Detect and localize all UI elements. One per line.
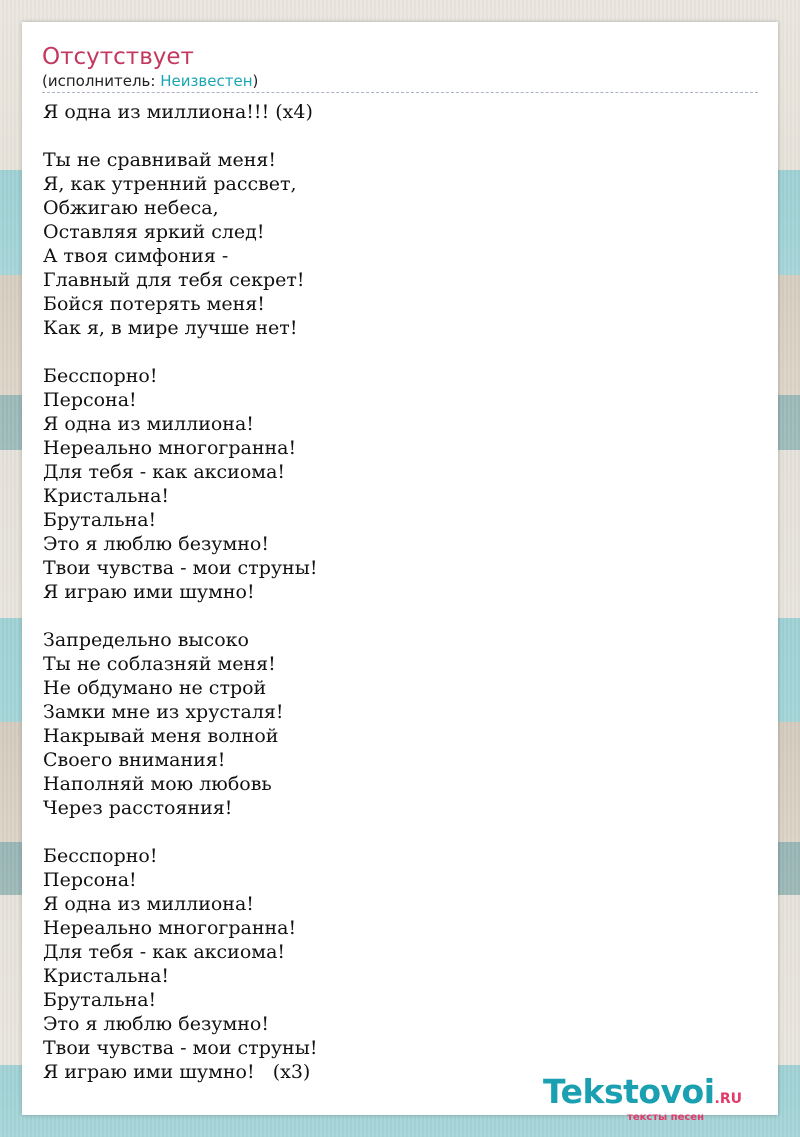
lyric-line: Бойся потерять меня!	[43, 293, 265, 315]
lyric-line: Я, как утренний рассвет,	[43, 173, 297, 195]
lyric-line: Для тебя - как аксиома!	[43, 941, 286, 963]
lyric-line: Запредельно высоко	[43, 629, 249, 651]
lyric-line: Оставляя яркий след!	[43, 221, 265, 243]
lyric-line	[43, 124, 317, 148]
lyric-line: Главный для тебя секрет!	[43, 269, 305, 291]
lyric-line: Бесспорно!	[43, 845, 158, 867]
lyric-line: А твоя симфония -	[43, 245, 229, 267]
lyric-line: Нереально многогранна!	[43, 437, 297, 459]
lyric-line: Это я люблю безумно!	[43, 1013, 269, 1035]
lyric-line	[43, 340, 317, 364]
lyric-line: Персона!	[43, 869, 137, 891]
lyric-line: Своего внимания!	[43, 749, 226, 771]
lyric-line	[43, 820, 317, 844]
site-logo[interactable]	[543, 1074, 742, 1123]
lyric-line: Ты не сравнивай меня!	[43, 149, 276, 171]
lyric-line: Я одна из миллиона!	[43, 893, 254, 915]
lyric-line: Бесспорно!	[43, 365, 158, 387]
lyric-line: Я играю ими шумно!	[43, 581, 255, 603]
lyric-line: Я одна из миллиона!!! (х4)	[43, 101, 313, 123]
lyric-line: Твои чувства - мои струны!	[43, 557, 318, 579]
lyric-line: Я одна из миллиона!	[43, 413, 254, 435]
lyrics-text	[43, 100, 317, 1084]
lyric-line: Ты не соблазняй меня!	[43, 653, 276, 675]
lyric-line: Нереально многогранна!	[43, 917, 297, 939]
lyric-line: Наполняй мою любовь	[43, 773, 272, 795]
lyric-line: Кристальна!	[43, 485, 170, 507]
lyric-line: Брутальна!	[43, 509, 157, 531]
lyric-line: Как я, в мире лучше нет!	[43, 317, 298, 339]
lyric-line: Замки мне из хрусталя!	[43, 701, 284, 723]
lyric-line: Обжигаю небеса,	[43, 197, 219, 219]
artist-prefix: (исполнитель:	[42, 72, 161, 90]
artist-link[interactable]: Неизвестен	[160, 72, 253, 90]
lyric-line: Брутальна!	[43, 989, 157, 1011]
song-title: Отсутствует	[42, 44, 194, 70]
logo-wordmark	[543, 1074, 742, 1117]
lyric-line: Для тебя - как аксиома!	[43, 461, 286, 483]
lyric-line	[43, 604, 317, 628]
lyric-line: Я играю ими шумно! (х3)	[43, 1061, 311, 1083]
lyrics-page	[22, 22, 778, 1123]
song-header	[42, 42, 758, 93]
lyric-line: Не обдумано не строй	[43, 677, 267, 699]
lyric-line: Персона!	[43, 389, 137, 411]
lyric-line: Твои чувства - мои струны!	[43, 1037, 318, 1059]
lyric-line: Это я люблю безумно!	[43, 533, 269, 555]
lyric-line: Кристальна!	[43, 965, 170, 987]
lyric-line: Через расстояния!	[43, 797, 233, 819]
logo-name: Tekstovoi	[542, 1072, 715, 1111]
artist-suffix: )	[252, 72, 259, 90]
logo-tagline: тексты песен	[627, 1112, 704, 1123]
lyric-line: Накрывай меня волной	[43, 725, 279, 747]
artist-line	[42, 72, 758, 90]
logo-domain: .RU	[714, 1091, 742, 1107]
